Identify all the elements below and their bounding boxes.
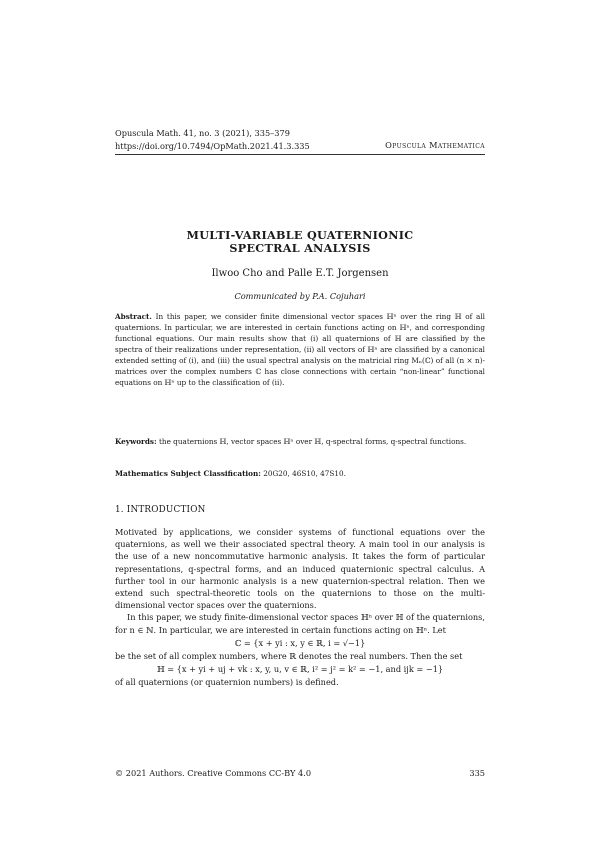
section-heading: 1. INTRODUCTION	[115, 505, 206, 515]
keywords	[115, 436, 485, 447]
keywords-text: the quaternions ℍ, vector spaces ℍⁿ over ℍ, q-spectral forms, q-spectral functions.	[156, 437, 467, 446]
keywords-label: Keywords:	[115, 437, 157, 446]
communicated-by: Communicated by P.A. Cojuhari	[234, 291, 366, 301]
journal-name: Opuscula Mathematica	[385, 140, 485, 150]
abstract-label: Abstract.	[115, 312, 152, 321]
paragraph-2: In this paper, we study finite-dimensional vector spaces ℍⁿ over ℍ of the quaternions, for n ∈ ℕ. In particular, we are interested in certain functions acting on ℍⁿ. Let	[115, 612, 485, 635]
title-line-1: MULTI-VARIABLE QUATERNIONIC	[186, 228, 414, 242]
equation-quaternions: ℍ = {x + yi + uj + vk : x, y, u, v ∈ ℝ, i² = j² = k² = −1, and ijk = −1}	[156, 664, 444, 675]
paragraph-1: Motivated by applications, we consider systems of functional equations over the quaternions, as well we their associated spectral theory. A main tool in our analysis is the use of a new noncommutative harmonic analysis. It takes the form of particular representations, q-spectral forms, and an induced quaternionic spectral calculus. A further tool in our harmonic analysis is a new quaternion-spectral relation. Then we extend such spectral-theoretic tools on the quaternions to those on the multi-dimensional vector spaces over the quaternions.	[115, 527, 485, 611]
paper-title	[115, 229, 485, 255]
paragraph-after-eq1: be the set of all complex numbers, where ℝ denotes the real numbers. Then the set	[115, 651, 463, 662]
title-line-2: SPECTRAL ANALYSIS	[229, 241, 371, 255]
msc-label: Mathematics Subject Classification:	[115, 469, 261, 478]
header-rule	[115, 154, 485, 155]
doi-link[interactable]: https://doi.org/10.7494/OpMath.2021.41.3.335	[115, 141, 310, 151]
body-text	[115, 526, 485, 689]
abstract	[115, 311, 485, 388]
page-number: 335	[469, 768, 485, 778]
license-notice: © 2021 Authors. Creative Commons CC-BY 4.0	[115, 768, 312, 778]
equation-complex-numbers: ℂ = {x + yi : x, y ∈ ℝ, i = √−1}	[234, 637, 366, 648]
authors: Ilwoo Cho and Palle E.T. Jorgensen	[211, 268, 389, 279]
journal-citation: Opuscula Math. 41, no. 3 (2021), 335–379	[115, 128, 290, 138]
msc-classification	[115, 468, 485, 479]
paragraph-after-eq2: of all quaternions (or quaternion numbers) is defined.	[115, 677, 339, 688]
abstract-text: In this paper, we consider finite dimensional vector spaces ℍⁿ over the ring ℍ of all quaternions. In particular, we are interested in certain functions acting on ℍⁿ, and corresponding functional equations. Our main results show that (i) all quaternions of ℍ are classified by the spectra of their realizations under representation, (ii) all vectors of ℍⁿ are classified by a canonical extended setting of (i), and (iii) the usual spectral analysis on the matricial ring Mₙ(ℂ) of all (n × n)-matrices over the complex numbers ℂ has close connections with certain “non-linear” functional equations on ℍⁿ up to the classification of (ii).	[115, 312, 485, 388]
msc-text: 20G20, 46S10, 47S10.	[260, 469, 346, 478]
